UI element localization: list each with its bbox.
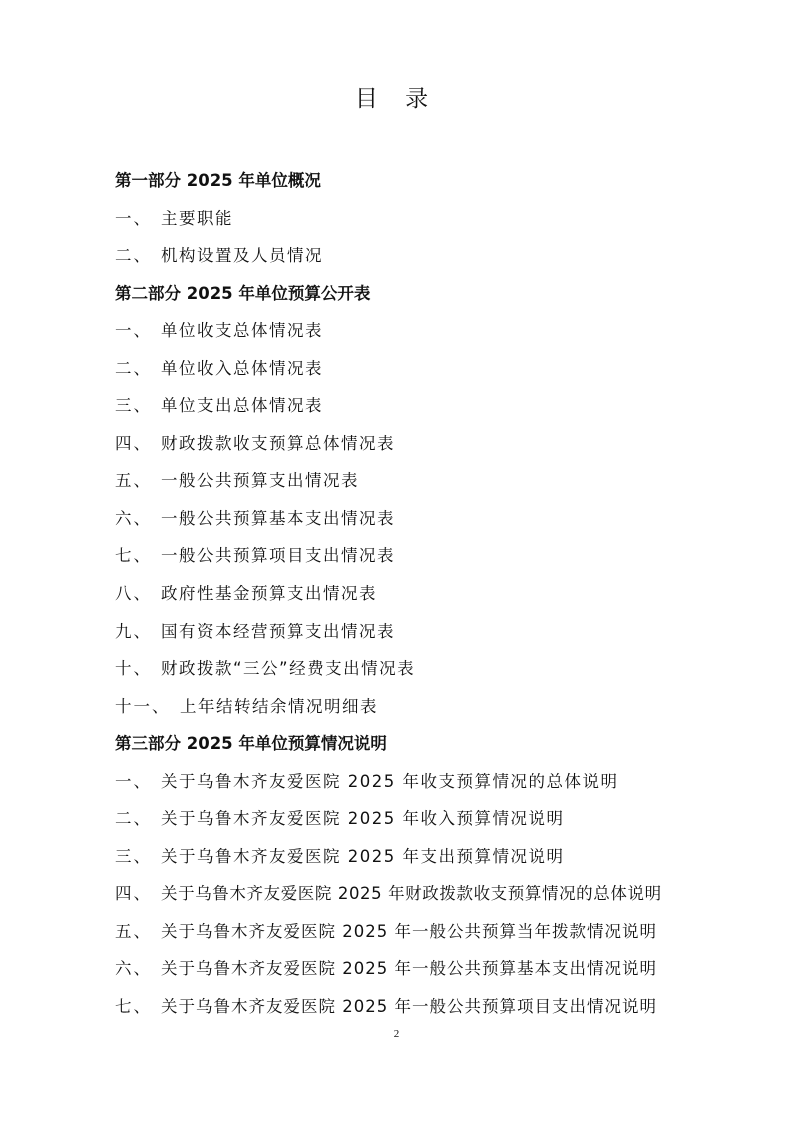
toc-item (115, 200, 755, 238)
toc-item (115, 988, 755, 1026)
toc-item (115, 838, 755, 876)
table-of-contents (115, 162, 755, 1026)
toc-item (115, 688, 755, 726)
toc-item (115, 312, 755, 350)
part1-heading: 第一部分 2025 年单位概况 (115, 171, 321, 190)
toc-item (115, 950, 755, 988)
toc-item-number: 一、 (115, 321, 152, 341)
part2-heading: 第二部分 2025 年单位预算公开表 (115, 283, 371, 303)
toc-item-text: 关于乌鲁木齐友爱医院 2025 年一般公共预算基本支出情况说明 (161, 959, 657, 979)
toc-item-text: 主要职能 (161, 208, 233, 228)
toc-item-number: 二、 (115, 246, 152, 266)
toc-item (115, 500, 755, 538)
toc-item (115, 237, 755, 275)
toc-item-number: 七、 (115, 546, 152, 566)
toc-item-number: 六、 (115, 508, 152, 528)
toc-item-text: 财政拨款“三公”经费支出情况表 (161, 659, 416, 679)
toc-item-number: 八、 (115, 584, 152, 604)
toc-item-number: 一、 (115, 771, 152, 791)
toc-item (115, 387, 755, 425)
toc-item (115, 800, 755, 838)
toc-item-number: 六、 (115, 959, 152, 979)
toc-item-text: 机构设置及人员情况 (161, 246, 323, 266)
part3-heading: 第三部分 2025 年单位预算情况说明 (115, 734, 387, 754)
toc-item-number: 四、 (115, 884, 152, 904)
toc-item-number: 四、 (115, 433, 152, 453)
toc-item-text: 关于乌鲁木齐友爱医院 2025 年一般公共预算项目支出情况说明 (161, 997, 657, 1017)
toc-item (115, 537, 755, 575)
toc-item-text: 国有资本经营预算支出情况表 (161, 621, 395, 641)
toc-item-number: 十一、 (115, 696, 171, 716)
toc-item (115, 875, 755, 913)
toc-item-text: 财政拨款收支预算总体情况表 (161, 433, 395, 453)
toc-item-text: 关于乌鲁木齐友爱医院 2025 年一般公共预算当年拨款情况说明 (161, 921, 657, 941)
page-number: 2 (393, 1028, 400, 1040)
toc-item (115, 425, 755, 463)
toc-item-number: 十、 (115, 659, 152, 679)
toc-item (115, 650, 755, 688)
toc-item-text: 上年结转结余情况明细表 (180, 696, 378, 716)
toc-item-text: 一般公共预算基本支出情况表 (161, 508, 395, 528)
toc-item-number: 七、 (115, 997, 152, 1017)
toc-item-text: 一般公共预算支出情况表 (161, 471, 359, 491)
toc-item (115, 913, 755, 951)
toc-item-text: 关于乌鲁木齐友爱医院 2025 年财政拨款收支预算情况的总体说明 (161, 884, 662, 904)
toc-item-text: 关于乌鲁木齐友爱医院 2025 年支出预算情况说明 (161, 846, 565, 866)
toc-item (115, 462, 755, 500)
toc-item (115, 350, 755, 388)
toc-item-text: 单位收入总体情况表 (161, 358, 323, 378)
toc-item-text: 单位支出总体情况表 (161, 396, 323, 416)
toc-item-text: 关于乌鲁木齐友爱医院 2025 年收入预算情况说明 (161, 809, 565, 829)
toc-item-number: 一、 (115, 208, 152, 228)
toc-item-number: 三、 (115, 396, 152, 416)
toc-item (115, 763, 755, 801)
toc-item-number: 五、 (115, 921, 152, 941)
toc-item-number: 三、 (115, 846, 152, 866)
toc-item (115, 575, 755, 613)
toc-item-number: 二、 (115, 809, 152, 829)
toc-item-text: 关于乌鲁木齐友爱医院 2025 年收支预算情况的总体说明 (161, 771, 619, 791)
toc-item-number: 五、 (115, 471, 152, 491)
toc-item-number: 二、 (115, 358, 152, 378)
toc-item-text: 单位收支总体情况表 (161, 321, 323, 341)
toc-item-number: 九、 (115, 621, 152, 641)
toc-item-text: 政府性基金预算支出情况表 (161, 584, 377, 604)
toc-item-text: 一般公共预算项目支出情况表 (161, 546, 395, 566)
page-title: 目 录 (354, 86, 439, 112)
toc-item (115, 613, 755, 651)
